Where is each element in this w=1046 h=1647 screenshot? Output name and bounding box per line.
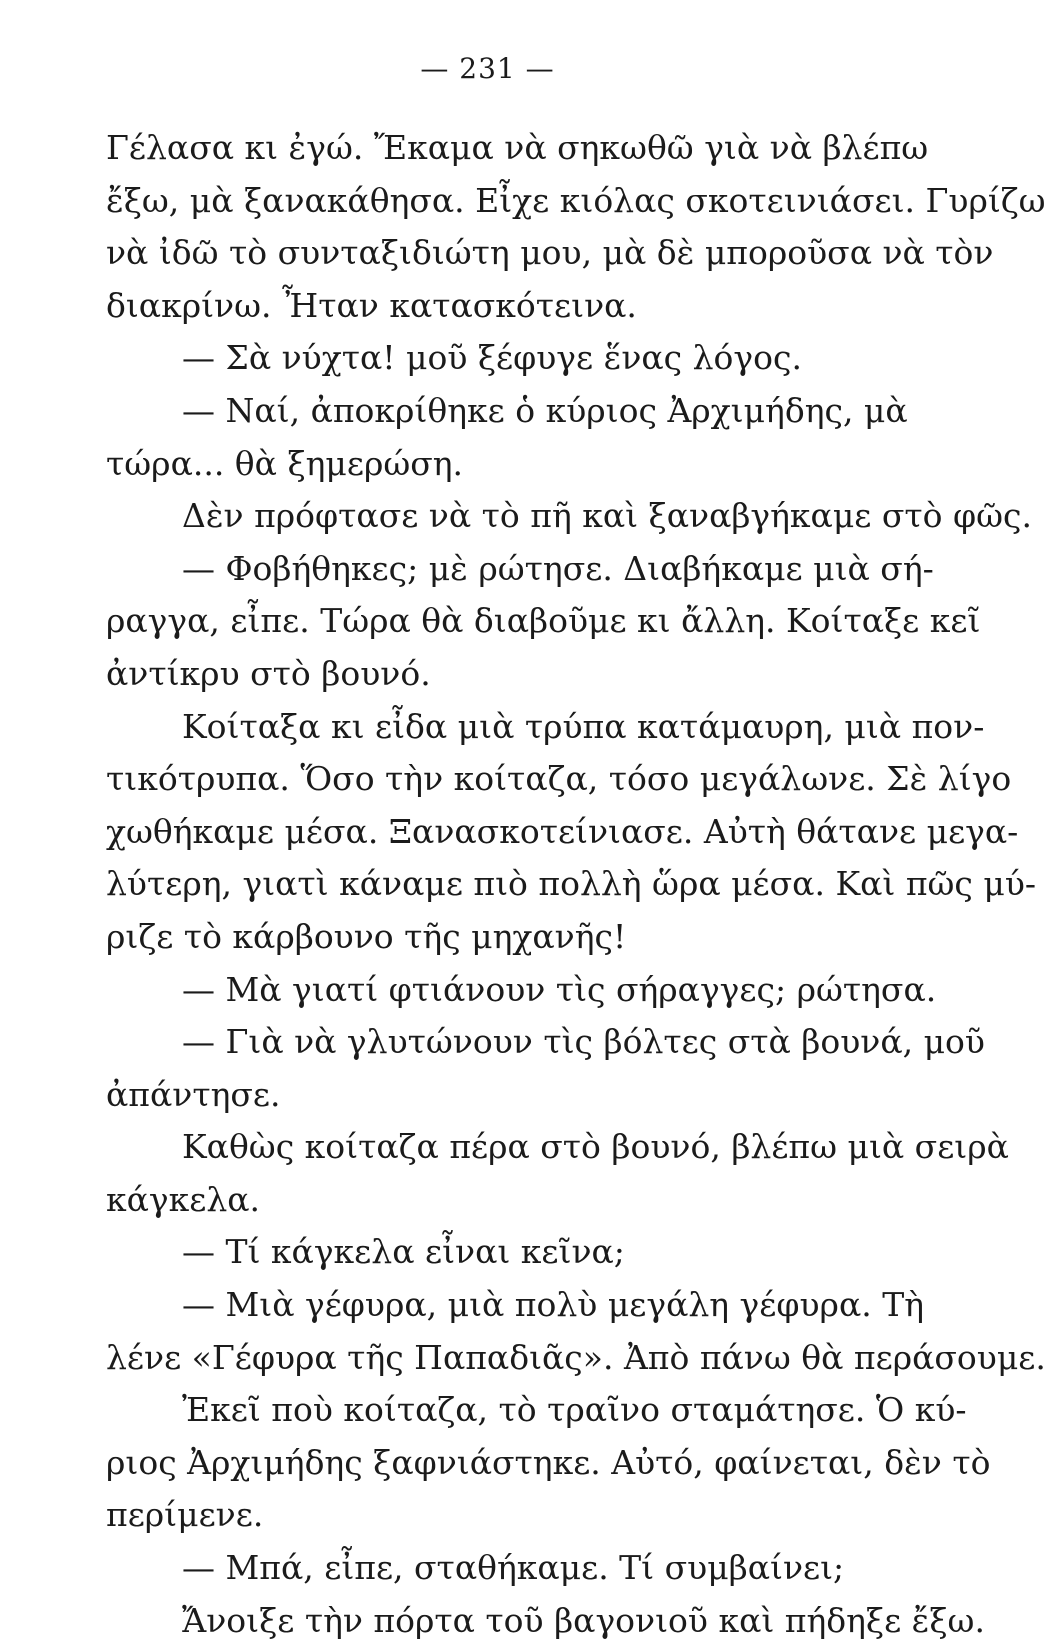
text-line: ἀντίκρυ στὸ βουνό.: [106, 653, 431, 693]
text-line: — Γιὰ νὰ γλυτώνουν τὶς βόλτες στὰ βουνά, μοῦ: [182, 1022, 985, 1062]
text-line: Ἄνοιξε τὴν πόρτα τοῦ βαγονιοῦ καὶ πήδηξε ἔξω.: [182, 1600, 985, 1640]
text-line: ραγγα, εἶπε. Τώρα θὰ διαβοῦμε κι ἄλλη. Κοίταξε κεῖ: [106, 601, 981, 641]
body-text: [106, 122, 1046, 1647]
text-line: ἀπάντησε.: [106, 1074, 281, 1114]
text-line: — Μὰ γιατί φτιάνουν τὶς σήραγγες; ρώτησα.: [182, 969, 937, 1009]
text-line: τώρα... θὰ ξημερώση.: [106, 443, 464, 483]
text-line: ἔξω, μὰ ξανακάθησα. Εἶχε κιόλας σκοτεινιάσει. Γυρίζω: [106, 180, 1046, 220]
text-line: τικότρυπα. Ὅσο τὴν κοίταζα, τόσο μεγάλωνε. Σὲ λίγο: [106, 759, 1012, 799]
text-line: Καθὼς κοίταζα πέρα στὸ βουνό, βλέπω μιὰ σειρὰ: [182, 1127, 1009, 1167]
page-number: — 231 —: [420, 52, 555, 85]
text-line: περίμενε.: [106, 1495, 264, 1535]
text-line: χωθήκαμε μέσα. Ξανασκοτείνιασε. Αὐτὴ θάτανε μεγα-: [106, 811, 1019, 851]
text-line: Κοίταξα κι εἶδα μιὰ τρύπα κατάμαυρη, μιὰ πον-: [182, 706, 985, 746]
text-line: — Σὰ νύχτα! μοῦ ξέφυγε ἕνας λόγος.: [182, 338, 802, 378]
text-line: λύτερη, γιατὶ κάναμε πιὸ πολλὴ ὥρα μέσα. Καὶ πῶς μύ-: [106, 864, 1037, 904]
text-line: ριζε τὸ κάρβουνο τῆς μηχανῆς!: [106, 916, 627, 956]
text-line: Ἐκεῖ ποὺ κοίταζα, τὸ τραῖνο σταμάτησε. Ὁ κύ-: [182, 1390, 967, 1430]
text-line: λένε «Γέφυρα τῆς Παπαδιᾶς». Ἀπὸ πάνω θὰ περάσουμε.: [106, 1337, 1046, 1377]
text-line: νὰ ἰδῶ τὸ συνταξιδιώτη μου, μὰ δὲ μποροῦσα νὰ τὸν: [106, 233, 994, 273]
text-line: κάγκελα.: [106, 1179, 261, 1219]
text-line: Δὲν πρόφτασε νὰ τὸ πῆ καὶ ξαναβγήκαμε στὸ φῶς.: [182, 496, 1032, 536]
text-line: — Μιὰ γέφυρα, μιὰ πολὺ μεγάλη γέφυρα. Τὴ: [182, 1285, 924, 1325]
text-line: — Φοβήθηκες; μὲ ρώτησε. Διαβήκαμε μιὰ σή-: [182, 548, 934, 588]
text-line: — Τί κάγκελα εἶναι κεῖνα;: [182, 1232, 625, 1272]
text-line: — Ναί, ἀποκρίθηκε ὁ κύριος Ἀρχιμήδης, μὰ: [182, 390, 908, 430]
text-line: διακρίνω. Ἦταν κατασκότεινα.: [106, 285, 637, 325]
text-line: Γέλασα κι ἐγώ. Ἔκαμα νὰ σηκωθῶ γιὰ νὰ βλέπω: [106, 128, 929, 167]
text-line: ριος Ἀρχιμήδης ξαφνιάστηκε. Αὐτό, φαίνεται, δὲν τὸ: [106, 1442, 991, 1482]
text-line: — Μπά, εἶπε, σταθήκαμε. Τί συμβαίνει;: [182, 1548, 845, 1588]
